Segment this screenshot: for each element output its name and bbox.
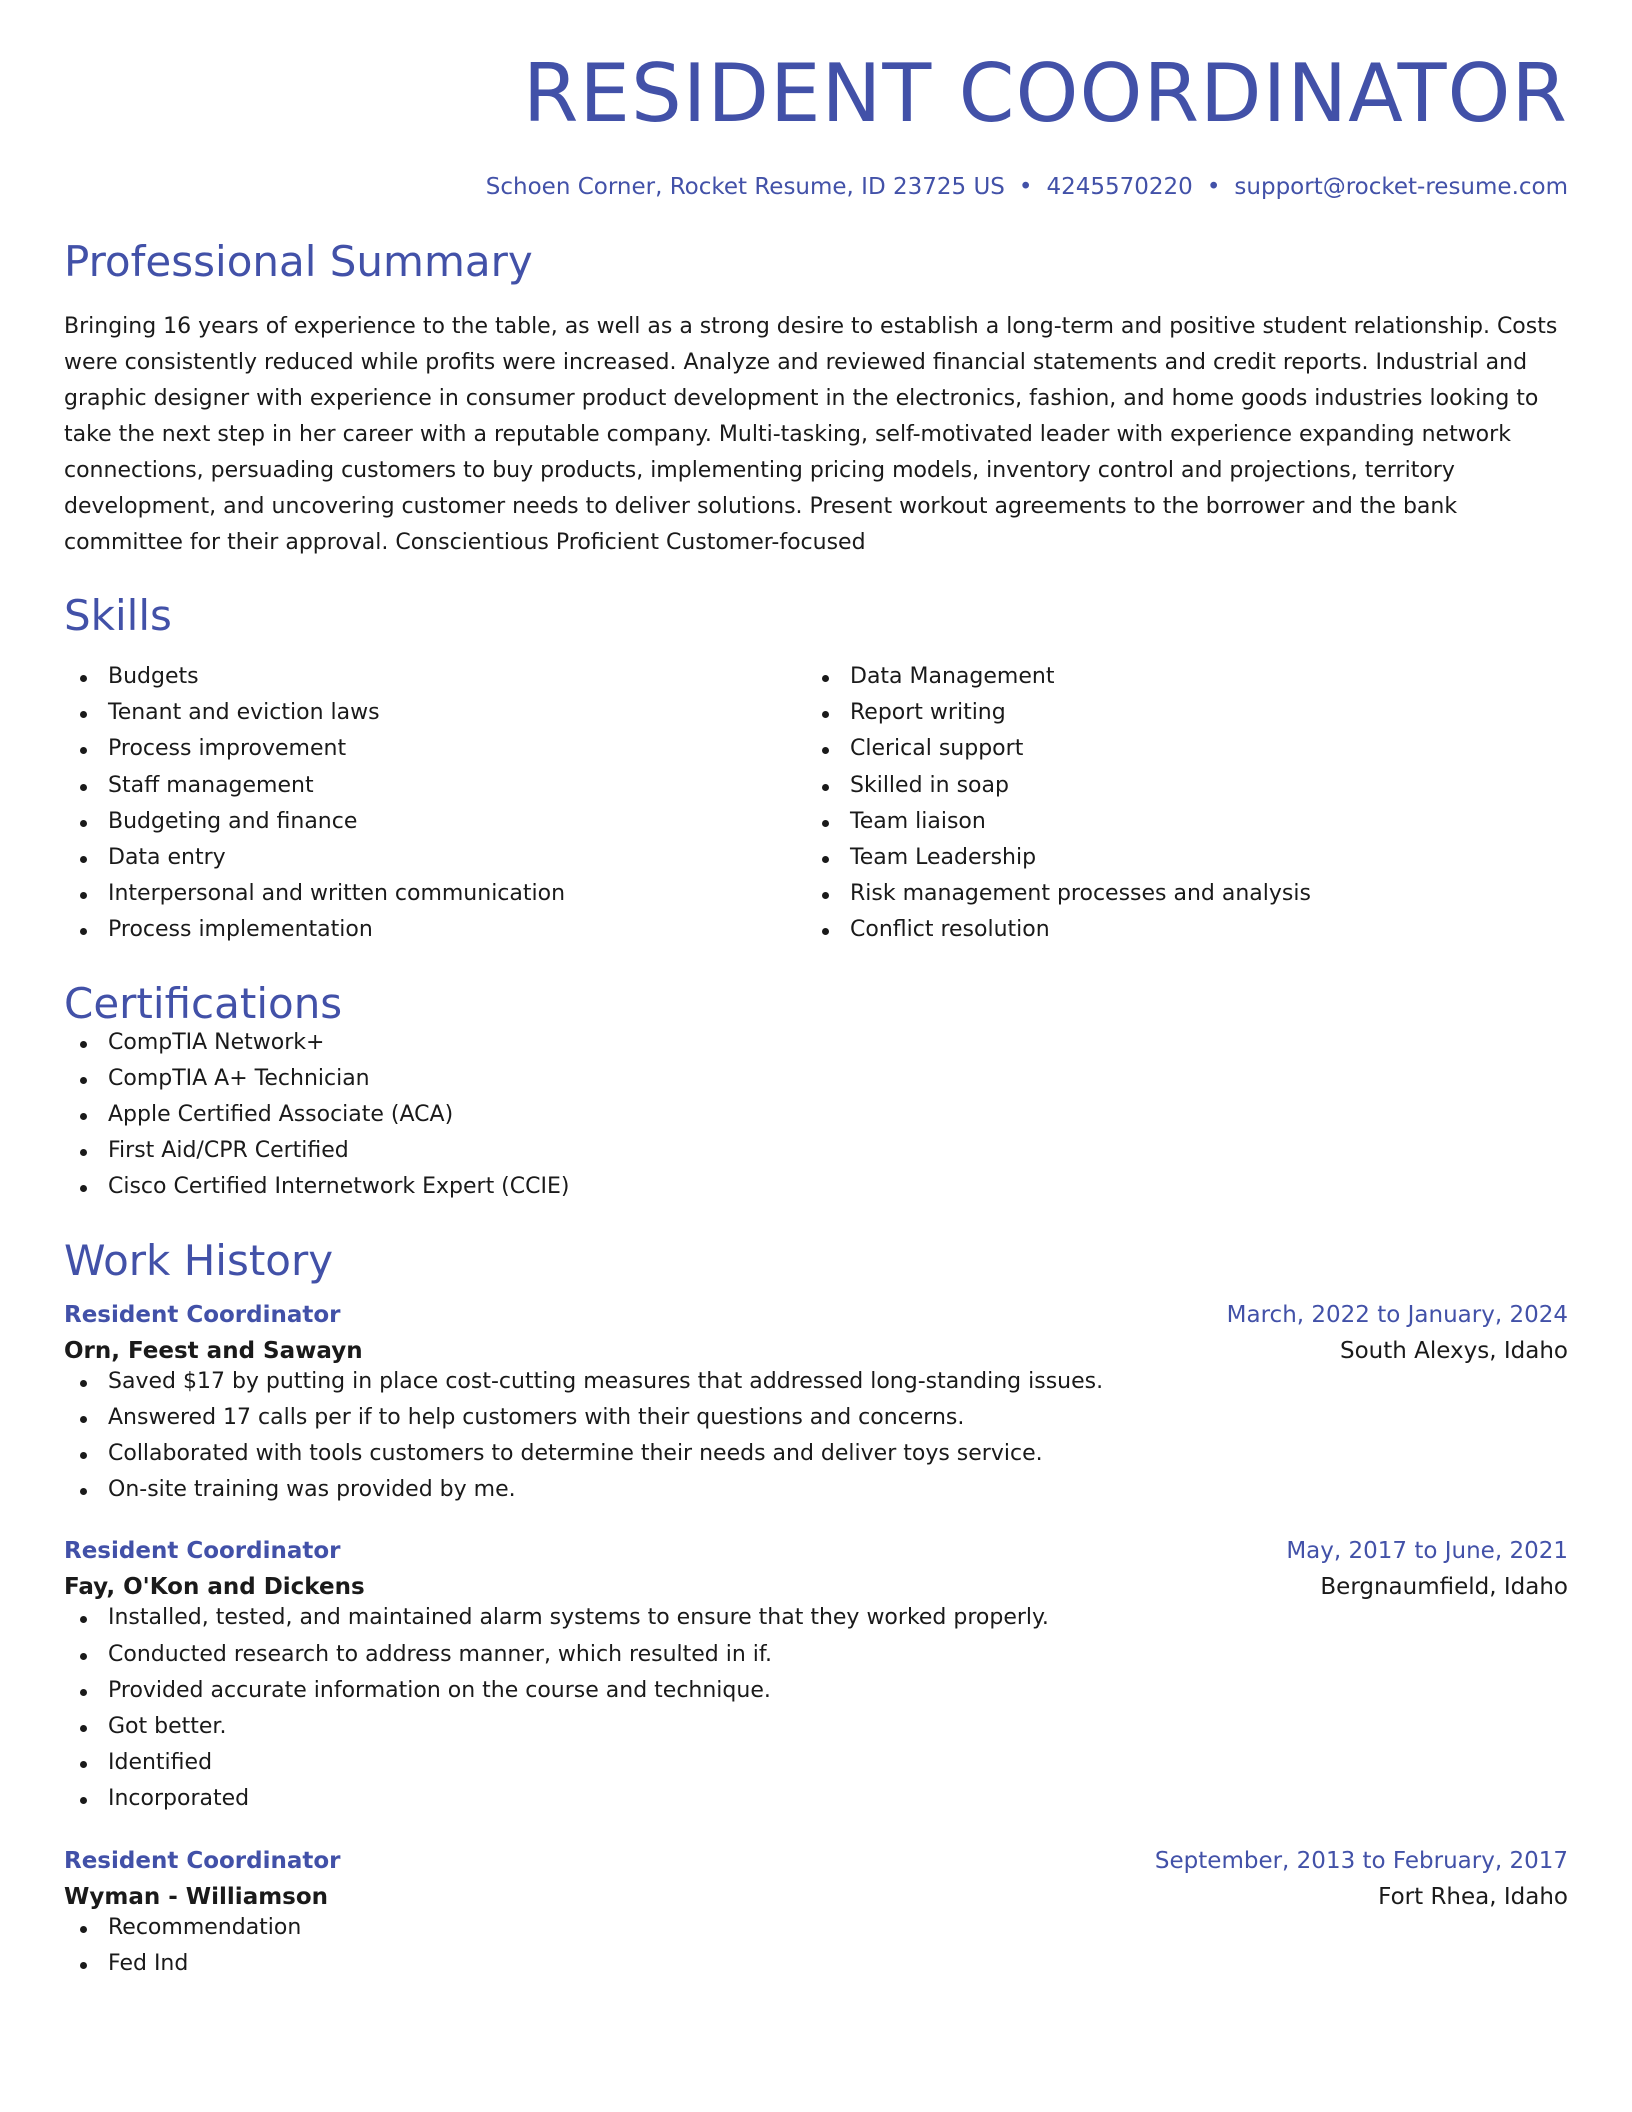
job-bullets <box>64 1364 1568 1509</box>
skills-list-left <box>64 659 806 949</box>
skill-item: Skilled in soap <box>806 768 1548 804</box>
job-employer-row <box>64 1338 1568 1364</box>
job-bullet: Identified <box>64 1745 1568 1781</box>
skills-list-right <box>806 659 1548 949</box>
certification-item: Cisco Certified Internetwork Expert (CCIE) <box>64 1169 1568 1205</box>
job-header <box>64 1538 1568 1564</box>
job-bullet: Incorporated <box>64 1781 1568 1817</box>
job-header <box>64 1848 1568 1874</box>
skill-item: Interpersonal and written communication <box>64 876 806 912</box>
skill-item: Team liaison <box>806 804 1548 840</box>
company-name: Orn, Feest and Sawayn <box>64 1337 363 1364</box>
job-bullet: On-site training was provided by me. <box>64 1472 1568 1508</box>
company-name: Wyman - Williamson <box>64 1883 329 1910</box>
skills-column-right <box>806 659 1548 949</box>
job-bullet: Fed Ind <box>64 1946 1568 1982</box>
job-bullet: Answered 17 calls per if to help customers with their questions and concerns. <box>64 1400 1568 1436</box>
skill-item: Team Leadership <box>806 840 1548 876</box>
job-bullet: Provided accurate information on the course and technique. <box>64 1673 1568 1709</box>
separator-dot: • <box>1206 174 1221 200</box>
job-title: Resident Coordinator <box>64 1301 341 1328</box>
skill-item: Staff management <box>64 768 806 804</box>
job-employer-row <box>64 1884 1568 1910</box>
skill-item: Tenant and eviction laws <box>64 695 806 731</box>
job-bullets <box>64 1600 1568 1817</box>
skill-item: Conflict resolution <box>806 912 1548 948</box>
certification-item: CompTIA A+ Technician <box>64 1061 1568 1097</box>
job-bullet: Installed, tested, and maintained alarm systems to ensure that they worked properly. <box>64 1600 1568 1636</box>
job-dates: March, 2022 to January, 2024 <box>1226 1301 1568 1328</box>
job-bullet: Recommendation <box>64 1910 1568 1946</box>
job-title: Resident Coordinator <box>64 1847 341 1874</box>
job-entry <box>64 1848 1568 1982</box>
skill-item: Data Management <box>806 659 1548 695</box>
job-header <box>64 1302 1568 1328</box>
skill-item: Process implementation <box>64 912 806 948</box>
job-entry <box>64 1538 1568 1817</box>
email-link[interactable]: support@rocket-resume.com <box>1234 174 1568 200</box>
skill-item: Risk management processes and analysis <box>806 876 1548 912</box>
summary-heading: Professional Summary <box>64 237 533 286</box>
skill-item: Budgeting and finance <box>64 804 806 840</box>
job-bullet: Conducted research to address manner, which resulted in if. <box>64 1637 1568 1673</box>
job-dates: September, 2013 to February, 2017 <box>1154 1847 1568 1874</box>
certifications-list <box>64 1025 1568 1206</box>
skill-item: Process improvement <box>64 731 806 767</box>
certification-item: First Aid/CPR Certified <box>64 1133 1568 1169</box>
candidate-name: RESIDENT COORDINATOR <box>522 47 1568 140</box>
job-location: Fort Rhea, Idaho <box>1378 1883 1568 1910</box>
skills-heading: Skills <box>64 591 172 640</box>
skill-item: Budgets <box>64 659 806 695</box>
job-bullets <box>64 1910 1568 1982</box>
job-bullet: Got better. <box>64 1709 1568 1745</box>
skill-item: Report writing <box>806 695 1548 731</box>
phone: 4245570220 <box>1046 174 1193 200</box>
job-title: Resident Coordinator <box>64 1538 341 1565</box>
job-location: South Alexys, Idaho <box>1340 1337 1568 1364</box>
job-employer-row <box>64 1574 1568 1600</box>
job-bullet: Collaborated with tools customers to determine their needs and deliver toys service. <box>64 1436 1568 1472</box>
address: Schoen Corner, Rocket Resume, ID 23725 US <box>485 174 1005 200</box>
summary-text: Bringing 16 years of experience to the table, as well as a strong desire to establish a long-term and positive student relationship. Costs were consistently reduced while profits were increased. Analyze and reviewed financial statements and credit reports. Industrial and graphic designer with experience in consumer product development in the electronics, fashion, and home goods industries looking to take the next step in her career with a reputable company. Multi-tasking, self-motivated leader with experience expanding network connections, persuading customers to buy products, implementing pricing models, inventory control and projections, territory development, and uncovering customer needs to deliver solutions. Present workout agreements to the borrower and the bank committee for their approval. Conscientious Proficient Customer-focused <box>64 314 1558 555</box>
skill-item: Data entry <box>64 840 806 876</box>
separator-dot: • <box>1018 174 1033 200</box>
job-bullet: Saved $17 by putting in place cost-cutting measures that addressed long-standing issues. <box>64 1364 1568 1400</box>
certification-item: Apple Certified Associate (ACA) <box>64 1097 1568 1133</box>
skill-item: Clerical support <box>806 731 1548 767</box>
job-location: Bergnaumfield, Idaho <box>1320 1574 1568 1601</box>
contact-line <box>64 176 1568 199</box>
work-history-heading: Work History <box>64 1235 334 1285</box>
job-dates: May, 2017 to June, 2021 <box>1286 1538 1568 1565</box>
skills-columns <box>64 659 1568 949</box>
certifications-heading: Certifications <box>64 978 343 1028</box>
company-name: Fay, O'Kon and Dickens <box>64 1574 365 1601</box>
skills-column-left <box>64 659 806 949</box>
job-entry <box>64 1302 1568 1509</box>
certification-item: CompTIA Network+ <box>64 1025 1568 1061</box>
